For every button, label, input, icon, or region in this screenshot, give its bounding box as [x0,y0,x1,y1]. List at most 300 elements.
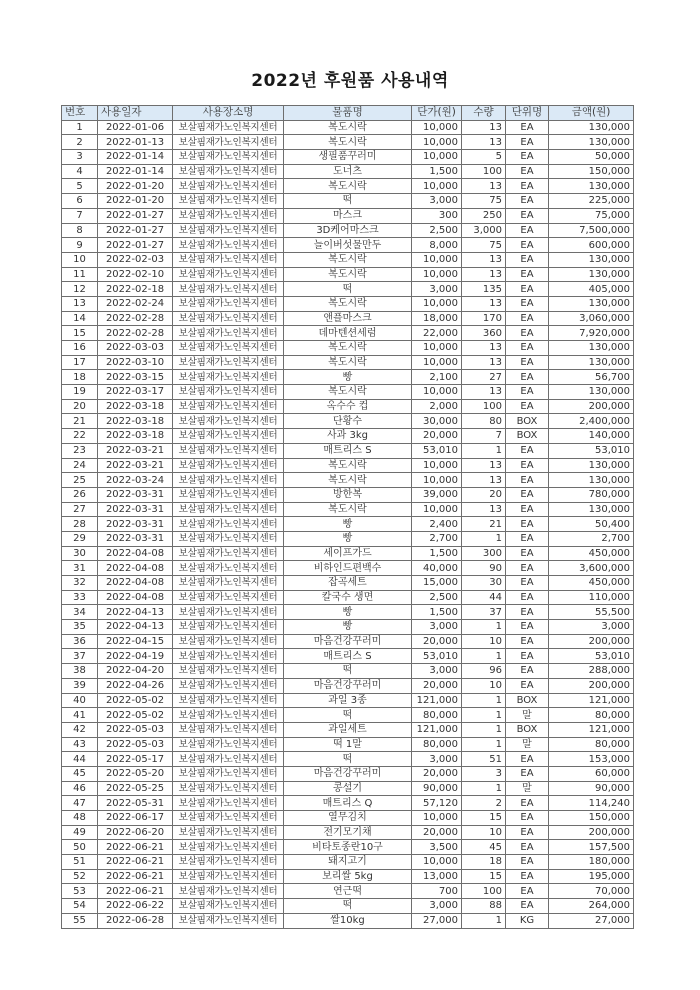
use-date: 2022-05-02 [98,708,173,723]
unit-name: EA [506,664,549,679]
item-name: 전기모기채 [284,825,412,840]
table-body [62,120,634,928]
item-name: 콩설기 [284,781,412,796]
item-name: 비타토종란10구 [284,840,412,855]
unit-price: 10,000 [412,179,462,194]
row-number: 32 [62,576,98,591]
quantity: 90 [462,561,506,576]
table-row [62,678,634,693]
row-number: 38 [62,664,98,679]
use-date: 2022-03-21 [98,443,173,458]
table-row [62,150,634,165]
use-date: 2022-06-28 [98,913,173,928]
item-name: 3D케어마스크 [284,223,412,238]
place-name: 보살핌재가노인복지센터 [173,296,284,311]
unit-name: EA [506,576,549,591]
use-date: 2022-04-20 [98,664,173,679]
row-number: 40 [62,693,98,708]
unit-price: 10,000 [412,120,462,135]
amount: 450,000 [549,546,634,561]
place-name: 보살핌재가노인복지센터 [173,722,284,737]
quantity: 37 [462,605,506,620]
place-name: 보살핌재가노인복지센터 [173,194,284,209]
unit-price: 10,000 [412,502,462,517]
table-row [62,546,634,561]
unit-price: 15,000 [412,576,462,591]
quantity: 1 [462,443,506,458]
quantity: 1 [462,693,506,708]
unit-price: 300 [412,208,462,223]
row-number: 52 [62,869,98,884]
row-number: 19 [62,385,98,400]
quantity: 44 [462,590,506,605]
place-name: 보살핌재가노인복지센터 [173,120,284,135]
unit-name: 말 [506,737,549,752]
quantity: 1 [462,722,506,737]
amount: 7,500,000 [549,223,634,238]
unit-name: EA [506,341,549,356]
use-date: 2022-02-10 [98,267,173,282]
amount: 200,000 [549,634,634,649]
row-number: 22 [62,429,98,444]
quantity: 7 [462,429,506,444]
unit-name: EA [506,649,549,664]
unit-price: 39,000 [412,487,462,502]
row-number: 51 [62,855,98,870]
amount: 200,000 [549,825,634,840]
use-date: 2022-04-13 [98,605,173,620]
unit-name: 말 [506,781,549,796]
table-row [62,326,634,341]
item-name: 칼국수 생면 [284,590,412,605]
use-date: 2022-02-03 [98,252,173,267]
amount: 200,000 [549,678,634,693]
amount: 130,000 [549,267,634,282]
quantity: 13 [462,341,506,356]
unit-name: EA [506,311,549,326]
place-name: 보살핌재가노인복지센터 [173,708,284,723]
place-name: 보살핌재가노인복지센터 [173,502,284,517]
place-name: 보살핌재가노인복지센터 [173,252,284,267]
amount: 53,010 [549,649,634,664]
table-row [62,737,634,752]
unit-price: 10,000 [412,385,462,400]
header-unit: 단위명 [506,106,549,121]
amount: 157,500 [549,840,634,855]
unit-price: 10,000 [412,355,462,370]
row-number: 48 [62,811,98,826]
unit-price: 1,500 [412,164,462,179]
quantity: 13 [462,473,506,488]
row-number: 49 [62,825,98,840]
amount: 2,400,000 [549,414,634,429]
row-number: 25 [62,473,98,488]
unit-price: 3,500 [412,840,462,855]
use-date: 2022-04-19 [98,649,173,664]
item-name: 연근떡 [284,884,412,899]
row-number: 53 [62,884,98,899]
quantity: 75 [462,238,506,253]
use-date: 2022-05-03 [98,737,173,752]
place-name: 보살핌재가노인복지센터 [173,208,284,223]
unit-price: 700 [412,884,462,899]
table-header-row [62,106,634,121]
place-name: 보살핌재가노인복지센터 [173,282,284,297]
table-row [62,458,634,473]
use-date: 2022-06-21 [98,855,173,870]
item-name: 복도시락 [284,296,412,311]
place-name: 보살핌재가노인복지센터 [173,590,284,605]
amount: 80,000 [549,708,634,723]
place-name: 보살핌재가노인복지센터 [173,796,284,811]
quantity: 1 [462,620,506,635]
unit-price: 22,000 [412,326,462,341]
amount: 150,000 [549,164,634,179]
table-row [62,649,634,664]
unit-price: 3,000 [412,620,462,635]
use-date: 2022-03-31 [98,502,173,517]
row-number: 47 [62,796,98,811]
row-number: 39 [62,678,98,693]
table-row [62,443,634,458]
item-name: 데마텐션세럼 [284,326,412,341]
quantity: 3 [462,766,506,781]
place-name: 보살핌재가노인복지센터 [173,869,284,884]
unit-name: EA [506,179,549,194]
unit-price: 2,000 [412,399,462,414]
row-number: 2 [62,135,98,150]
unit-name: EA [506,194,549,209]
unit-name: EA [506,752,549,767]
unit-name: EA [506,502,549,517]
quantity: 10 [462,678,506,693]
unit-price: 30,000 [412,414,462,429]
item-name: 떡 [284,282,412,297]
amount: 130,000 [549,120,634,135]
unit-name: EA [506,487,549,502]
use-date: 2022-01-14 [98,164,173,179]
unit-name: EA [506,840,549,855]
unit-name: EA [506,443,549,458]
header-quantity: 수량 [462,106,506,121]
table-row [62,825,634,840]
place-name: 보살핌재가노인복지센터 [173,693,284,708]
unit-name: EA [506,766,549,781]
unit-price: 2,500 [412,223,462,238]
row-number: 41 [62,708,98,723]
amount: 50,400 [549,517,634,532]
place-name: 보살핌재가노인복지센터 [173,370,284,385]
row-number: 46 [62,781,98,796]
header-date: 사용일자 [98,106,173,121]
quantity: 96 [462,664,506,679]
unit-price: 10,000 [412,855,462,870]
quantity: 18 [462,855,506,870]
unit-price: 40,000 [412,561,462,576]
quantity: 30 [462,576,506,591]
use-date: 2022-03-18 [98,414,173,429]
amount: 130,000 [549,179,634,194]
place-name: 보살핌재가노인복지센터 [173,546,284,561]
place-name: 보살핌재가노인복지센터 [173,473,284,488]
quantity: 5 [462,150,506,165]
amount: 153,000 [549,752,634,767]
row-number: 42 [62,722,98,737]
unit-name: EA [506,135,549,150]
unit-price: 8,000 [412,238,462,253]
item-name: 단황수 [284,414,412,429]
use-date: 2022-06-20 [98,825,173,840]
unit-price: 3,000 [412,664,462,679]
item-name: 떡 1말 [284,737,412,752]
row-number: 34 [62,605,98,620]
place-name: 보살핌재가노인복지센터 [173,664,284,679]
quantity: 100 [462,164,506,179]
use-date: 2022-03-15 [98,370,173,385]
quantity: 88 [462,899,506,914]
quantity: 1 [462,708,506,723]
unit-price: 3,000 [412,899,462,914]
amount: 130,000 [549,385,634,400]
item-name: 복도시락 [284,179,412,194]
use-date: 2022-02-28 [98,326,173,341]
row-number: 1 [62,120,98,135]
quantity: 13 [462,135,506,150]
use-date: 2022-01-20 [98,179,173,194]
row-number: 30 [62,546,98,561]
unit-price: 10,000 [412,150,462,165]
amount: 90,000 [549,781,634,796]
item-name: 옥수수 컵 [284,399,412,414]
place-name: 보살핌재가노인복지센터 [173,531,284,546]
amount: 130,000 [549,473,634,488]
use-date: 2022-03-24 [98,473,173,488]
amount: 130,000 [549,502,634,517]
unit-name: EA [506,164,549,179]
place-name: 보살핌재가노인복지센터 [173,135,284,150]
item-name: 사과 3kg [284,429,412,444]
table-row [62,238,634,253]
use-date: 2022-05-17 [98,752,173,767]
row-number: 33 [62,590,98,605]
use-date: 2022-01-14 [98,150,173,165]
quantity: 80 [462,414,506,429]
row-number: 37 [62,649,98,664]
amount: 110,000 [549,590,634,605]
place-name: 보살핌재가노인복지센터 [173,429,284,444]
amount: 70,000 [549,884,634,899]
page-title: 2022년 후원품 사용내역 [251,71,449,91]
use-date: 2022-03-10 [98,355,173,370]
quantity: 13 [462,385,506,400]
place-name: 보살핌재가노인복지센터 [173,517,284,532]
quantity: 2 [462,796,506,811]
quantity: 100 [462,884,506,899]
amount: 288,000 [549,664,634,679]
row-number: 7 [62,208,98,223]
amount: 55,500 [549,605,634,620]
unit-name: EA [506,252,549,267]
use-date: 2022-01-27 [98,223,173,238]
table-row [62,194,634,209]
item-name: 열무김치 [284,811,412,826]
place-name: 보살핌재가노인복지센터 [173,811,284,826]
item-name: 마음건강꾸러미 [284,634,412,649]
header-unit-price: 단가(원) [412,106,462,121]
place-name: 보살핌재가노인복지센터 [173,150,284,165]
use-date: 2022-01-27 [98,238,173,253]
unit-price: 20,000 [412,766,462,781]
item-name: 도너츠 [284,164,412,179]
item-name: 매트리스 Q [284,796,412,811]
row-number: 3 [62,150,98,165]
table-row [62,502,634,517]
row-number: 14 [62,311,98,326]
amount: 600,000 [549,238,634,253]
item-name: 앤플마스크 [284,311,412,326]
place-name: 보살핌재가노인복지센터 [173,605,284,620]
table-row [62,355,634,370]
usage-table [61,105,634,929]
amount: 225,000 [549,194,634,209]
unit-price: 80,000 [412,708,462,723]
quantity: 300 [462,546,506,561]
row-number: 5 [62,179,98,194]
place-name: 보살핌재가노인복지센터 [173,164,284,179]
row-number: 54 [62,899,98,914]
table-row [62,561,634,576]
table-row [62,884,634,899]
use-date: 2022-03-31 [98,531,173,546]
row-number: 35 [62,620,98,635]
unit-name: EA [506,473,549,488]
quantity: 1 [462,781,506,796]
table-row [62,840,634,855]
quantity: 21 [462,517,506,532]
unit-price: 20,000 [412,634,462,649]
unit-name: EA [506,546,549,561]
unit-price: 10,000 [412,458,462,473]
unit-price: 27,000 [412,913,462,928]
quantity: 13 [462,296,506,311]
unit-price: 121,000 [412,722,462,737]
quantity: 100 [462,399,506,414]
row-number: 27 [62,502,98,517]
amount: 114,240 [549,796,634,811]
unit-name: EA [506,855,549,870]
table-row [62,913,634,928]
use-date: 2022-03-18 [98,399,173,414]
quantity: 75 [462,194,506,209]
place-name: 보살핌재가노인복지센터 [173,620,284,635]
unit-name: BOX [506,414,549,429]
unit-name: EA [506,120,549,135]
unit-name: EA [506,590,549,605]
row-number: 15 [62,326,98,341]
amount: 200,000 [549,399,634,414]
use-date: 2022-04-08 [98,576,173,591]
place-name: 보살핌재가노인복지센터 [173,561,284,576]
quantity: 1 [462,649,506,664]
amount: 140,000 [549,429,634,444]
place-name: 보살핌재가노인복지센터 [173,223,284,238]
row-number: 31 [62,561,98,576]
unit-name: EA [506,884,549,899]
table-row [62,531,634,546]
item-name: 마스크 [284,208,412,223]
unit-price: 20,000 [412,825,462,840]
unit-name: EA [506,370,549,385]
amount: 180,000 [549,855,634,870]
amount: 130,000 [549,458,634,473]
unit-name: EA [506,223,549,238]
row-number: 20 [62,399,98,414]
amount: 60,000 [549,766,634,781]
use-date: 2022-01-13 [98,135,173,150]
quantity: 250 [462,208,506,223]
item-name: 세이프가드 [284,546,412,561]
item-name: 매트리스 S [284,443,412,458]
unit-name: EA [506,811,549,826]
table-row [62,811,634,826]
unit-name: EA [506,678,549,693]
item-name: 빵 [284,370,412,385]
row-number: 11 [62,267,98,282]
amount: 2,700 [549,531,634,546]
use-date: 2022-05-02 [98,693,173,708]
unit-price: 20,000 [412,429,462,444]
row-number: 16 [62,341,98,356]
amount: 450,000 [549,576,634,591]
amount: 80,000 [549,737,634,752]
amount: 780,000 [549,487,634,502]
table-row [62,399,634,414]
quantity: 15 [462,869,506,884]
item-name: 방한복 [284,487,412,502]
item-name: 복도시락 [284,120,412,135]
use-date: 2022-01-20 [98,194,173,209]
header-number: 번호 [62,106,98,121]
item-name: 생필품꾸러미 [284,150,412,165]
place-name: 보살핌재가노인복지센터 [173,238,284,253]
unit-price: 2,500 [412,590,462,605]
unit-price: 3,000 [412,282,462,297]
unit-name: EA [506,399,549,414]
place-name: 보살핌재가노인복지센터 [173,414,284,429]
place-name: 보살핌재가노인복지센터 [173,399,284,414]
row-number: 21 [62,414,98,429]
use-date: 2022-04-26 [98,678,173,693]
item-name: 마음건강꾸러미 [284,766,412,781]
place-name: 보살핌재가노인복지센터 [173,487,284,502]
item-name: 복도시락 [284,473,412,488]
unit-name: KG [506,913,549,928]
table-row [62,620,634,635]
unit-price: 2,700 [412,531,462,546]
place-name: 보살핌재가노인복지센터 [173,840,284,855]
item-name: 떡 [284,899,412,914]
unit-name: BOX [506,722,549,737]
row-number: 4 [62,164,98,179]
unit-name: EA [506,620,549,635]
item-name: 복도시락 [284,252,412,267]
unit-price: 80,000 [412,737,462,752]
row-number: 18 [62,370,98,385]
unit-name: 말 [506,708,549,723]
row-number: 43 [62,737,98,752]
row-number: 6 [62,194,98,209]
place-name: 보살핌재가노인복지센터 [173,913,284,928]
